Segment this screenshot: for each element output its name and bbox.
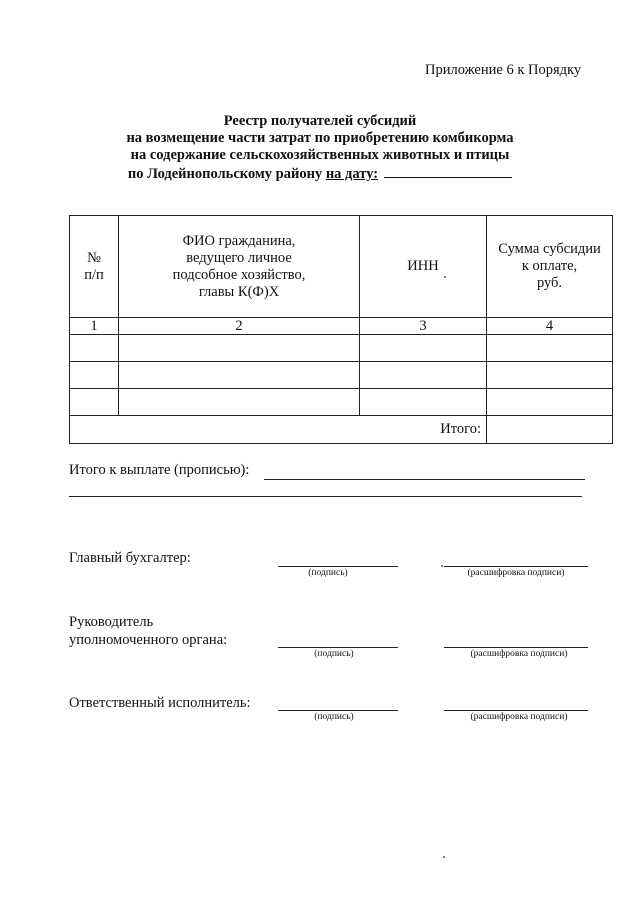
title-district: по Лодейнопольскому району	[127, 166, 323, 182]
appendix-reference: Приложение 6 к Порядку	[425, 62, 582, 78]
table-row	[70, 389, 613, 416]
column-number: 3	[360, 318, 487, 335]
transcript-caption: (расшифровка подписи)	[470, 712, 568, 722]
date-blank-line	[384, 164, 512, 178]
table-cell	[487, 362, 613, 389]
table-cell	[70, 362, 119, 389]
column-number: 1	[70, 318, 119, 335]
table-cell	[360, 389, 487, 416]
signature-caption: (подпись)	[308, 568, 348, 578]
total-label: Итого:	[70, 416, 487, 444]
signature-line	[278, 710, 398, 711]
payout-blank-line	[69, 496, 582, 497]
scan-speck	[444, 276, 446, 278]
header-amount-line2: к оплате,	[521, 258, 578, 274]
table-cell	[119, 362, 360, 389]
header-fullname-line3: подсобное хозяйство,	[172, 266, 306, 283]
table-cell	[360, 335, 487, 362]
title-line-3: на содержание сельскохозяйственных животных и птицы	[130, 147, 510, 163]
title-line-4	[0, 164, 640, 183]
header-amount-line3: руб.	[536, 275, 563, 291]
title-date-label: на дату:	[325, 166, 379, 182]
header-number-abbr: п/п	[84, 266, 104, 283]
table-cell	[70, 335, 119, 362]
column-number: 4	[487, 318, 613, 335]
column-number: 2	[119, 318, 360, 335]
transcript-caption: (расшифровка подписи)	[467, 568, 565, 578]
transcript-line	[444, 710, 588, 711]
column-numbers-row	[70, 318, 613, 335]
head-label-line1: Руководитель	[69, 614, 154, 630]
total-value-cell	[487, 416, 613, 444]
header-fullname-line4: главы К(Ф)Х	[198, 283, 280, 300]
signature-line	[278, 566, 398, 567]
table-row	[70, 335, 613, 362]
signature-line	[278, 647, 398, 648]
document-title	[0, 113, 640, 183]
table-cell	[119, 389, 360, 416]
header-amount-line1: Сумма субсидии	[498, 241, 601, 257]
transcript-caption: (расшифровка подписи)	[470, 649, 568, 659]
payout-blank-line	[264, 479, 585, 480]
recipients-table	[69, 215, 613, 444]
responsible-executor-label: Ответственный исполнитель:	[69, 695, 251, 711]
table-cell	[487, 389, 613, 416]
table-header-row	[70, 216, 613, 318]
table-row	[70, 362, 613, 389]
header-subsidy-amount	[487, 216, 613, 318]
transcript-line	[444, 566, 588, 567]
chief-accountant-label: Главный бухгалтер:	[69, 550, 191, 566]
signature-caption: (подпись)	[314, 712, 354, 722]
title-line-2: на возмещение части затрат по приобретению комбикорма	[126, 130, 514, 146]
scan-speck	[441, 565, 443, 567]
table-cell	[360, 362, 487, 389]
transcript-line	[444, 647, 588, 648]
title-line-1: Реестр получателей субсидий	[223, 113, 417, 129]
signature-caption: (подпись)	[314, 649, 354, 659]
table-cell	[487, 335, 613, 362]
head-label	[69, 613, 227, 649]
table-cell	[119, 335, 360, 362]
header-fullname-line2: ведущего личное	[186, 249, 292, 266]
table-cell	[70, 389, 119, 416]
header-inn: ИНН	[360, 216, 487, 318]
header-number-symbol: №	[87, 249, 101, 266]
total-row	[70, 416, 613, 444]
header-number	[70, 216, 119, 318]
head-label-line2: уполномоченного органа:	[69, 632, 228, 648]
header-fullname	[119, 216, 360, 318]
payout-in-words-label: Итого к выплате (прописью):	[69, 462, 250, 478]
scan-speck	[443, 856, 445, 858]
header-fullname-line1: ФИО гражданина,	[182, 232, 296, 249]
